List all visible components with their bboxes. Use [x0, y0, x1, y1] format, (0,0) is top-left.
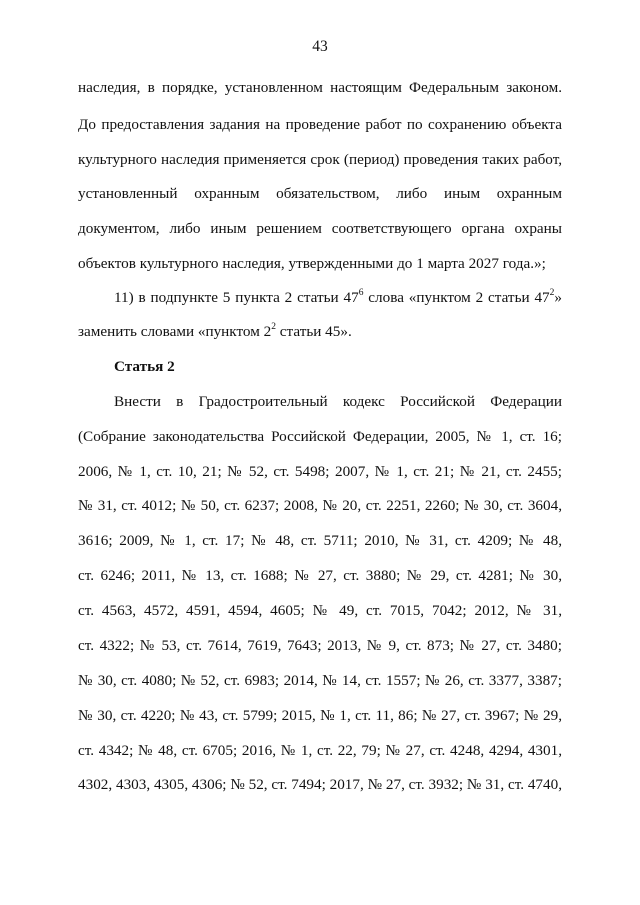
article-line: ст. 4322; № 53, ст. 7614, 7619, 7643; 2013, № 9, ст. 873; № 27, ст. 3480; [78, 637, 562, 654]
paragraph-line: наследия, в порядке, установленном настоящим Федеральным законом. [78, 79, 562, 96]
article-line: ст. 4563, 4572, 4591, 4594, 4605; № 49, ст. 7015, 7042; 2012, № 31, [78, 602, 562, 619]
article-line: № 30, ст. 4080; № 52, ст. 6983; 2014, № 14, ст. 1557; № 26, ст. 3377, 3387; [78, 672, 562, 689]
article-line: № 30, ст. 4220; № 43, ст. 5799; 2015, № 1, ст. 11, 86; № 27, ст. 3967; № 29, [78, 707, 562, 724]
article-line: Внести в Градостроительный кодекс Российской Федерации [114, 393, 562, 410]
page-number: 43 [312, 38, 328, 55]
list-item-11-line-1: 11) в подпункте 5 пункта 2 статьи $47^6$ слова «пунктом 2 статьи $47^2$» [114, 287, 562, 306]
article-line: № 31, ст. 4012; № 50, ст. 6237; 2008, № 20, ст. 2251, 2260; № 30, ст. 3604, [78, 497, 562, 514]
paragraph-line: документом, либо иным решением соответствующего органа охраны [78, 220, 562, 237]
paragraph-line: культурного наследия применяется срок (период) проведения таких работ, [78, 151, 562, 168]
article-line: 3616; 2009, № 1, ст. 17; № 48, ст. 5711; 2010, № 31, ст. 4209; № 48, [78, 532, 562, 549]
article-line: ст. 6246; 2011, № 13, ст. 1688; № 27, ст. 3880; № 29, ст. 4281; № 30, [78, 567, 562, 584]
article-line: (Собрание законодательства Российской Федерации, 2005, № 1, ст. 16; [78, 428, 562, 445]
article-heading: Статья 2 [114, 358, 175, 375]
list-item-11-line-2: заменить словами «пунктом $2^2$ статьи 45». [78, 321, 352, 340]
article-line: ст. 4342; № 48, ст. 6705; 2016, № 1, ст. 22, 79; № 27, ст. 4248, 4294, 4301, [78, 742, 562, 759]
paragraph-line: объектов культурного наследия, утвержденными до 1 марта 2027 года.»; [78, 255, 546, 272]
paragraph-line: До предоставления задания на проведение работ по сохранению объекта [78, 116, 562, 133]
article-line: 2006, № 1, ст. 10, 21; № 52, ст. 5498; 2007, № 1, ст. 21; № 21, ст. 2455; [78, 463, 562, 480]
paragraph-line: установленный охранным обязательством, либо иным охранным [78, 185, 562, 202]
article-line: 4302, 4303, 4305, 4306; № 52, ст. 7494; 2017, № 27, ст. 3932; № 31, ст. 4740, [78, 776, 562, 793]
